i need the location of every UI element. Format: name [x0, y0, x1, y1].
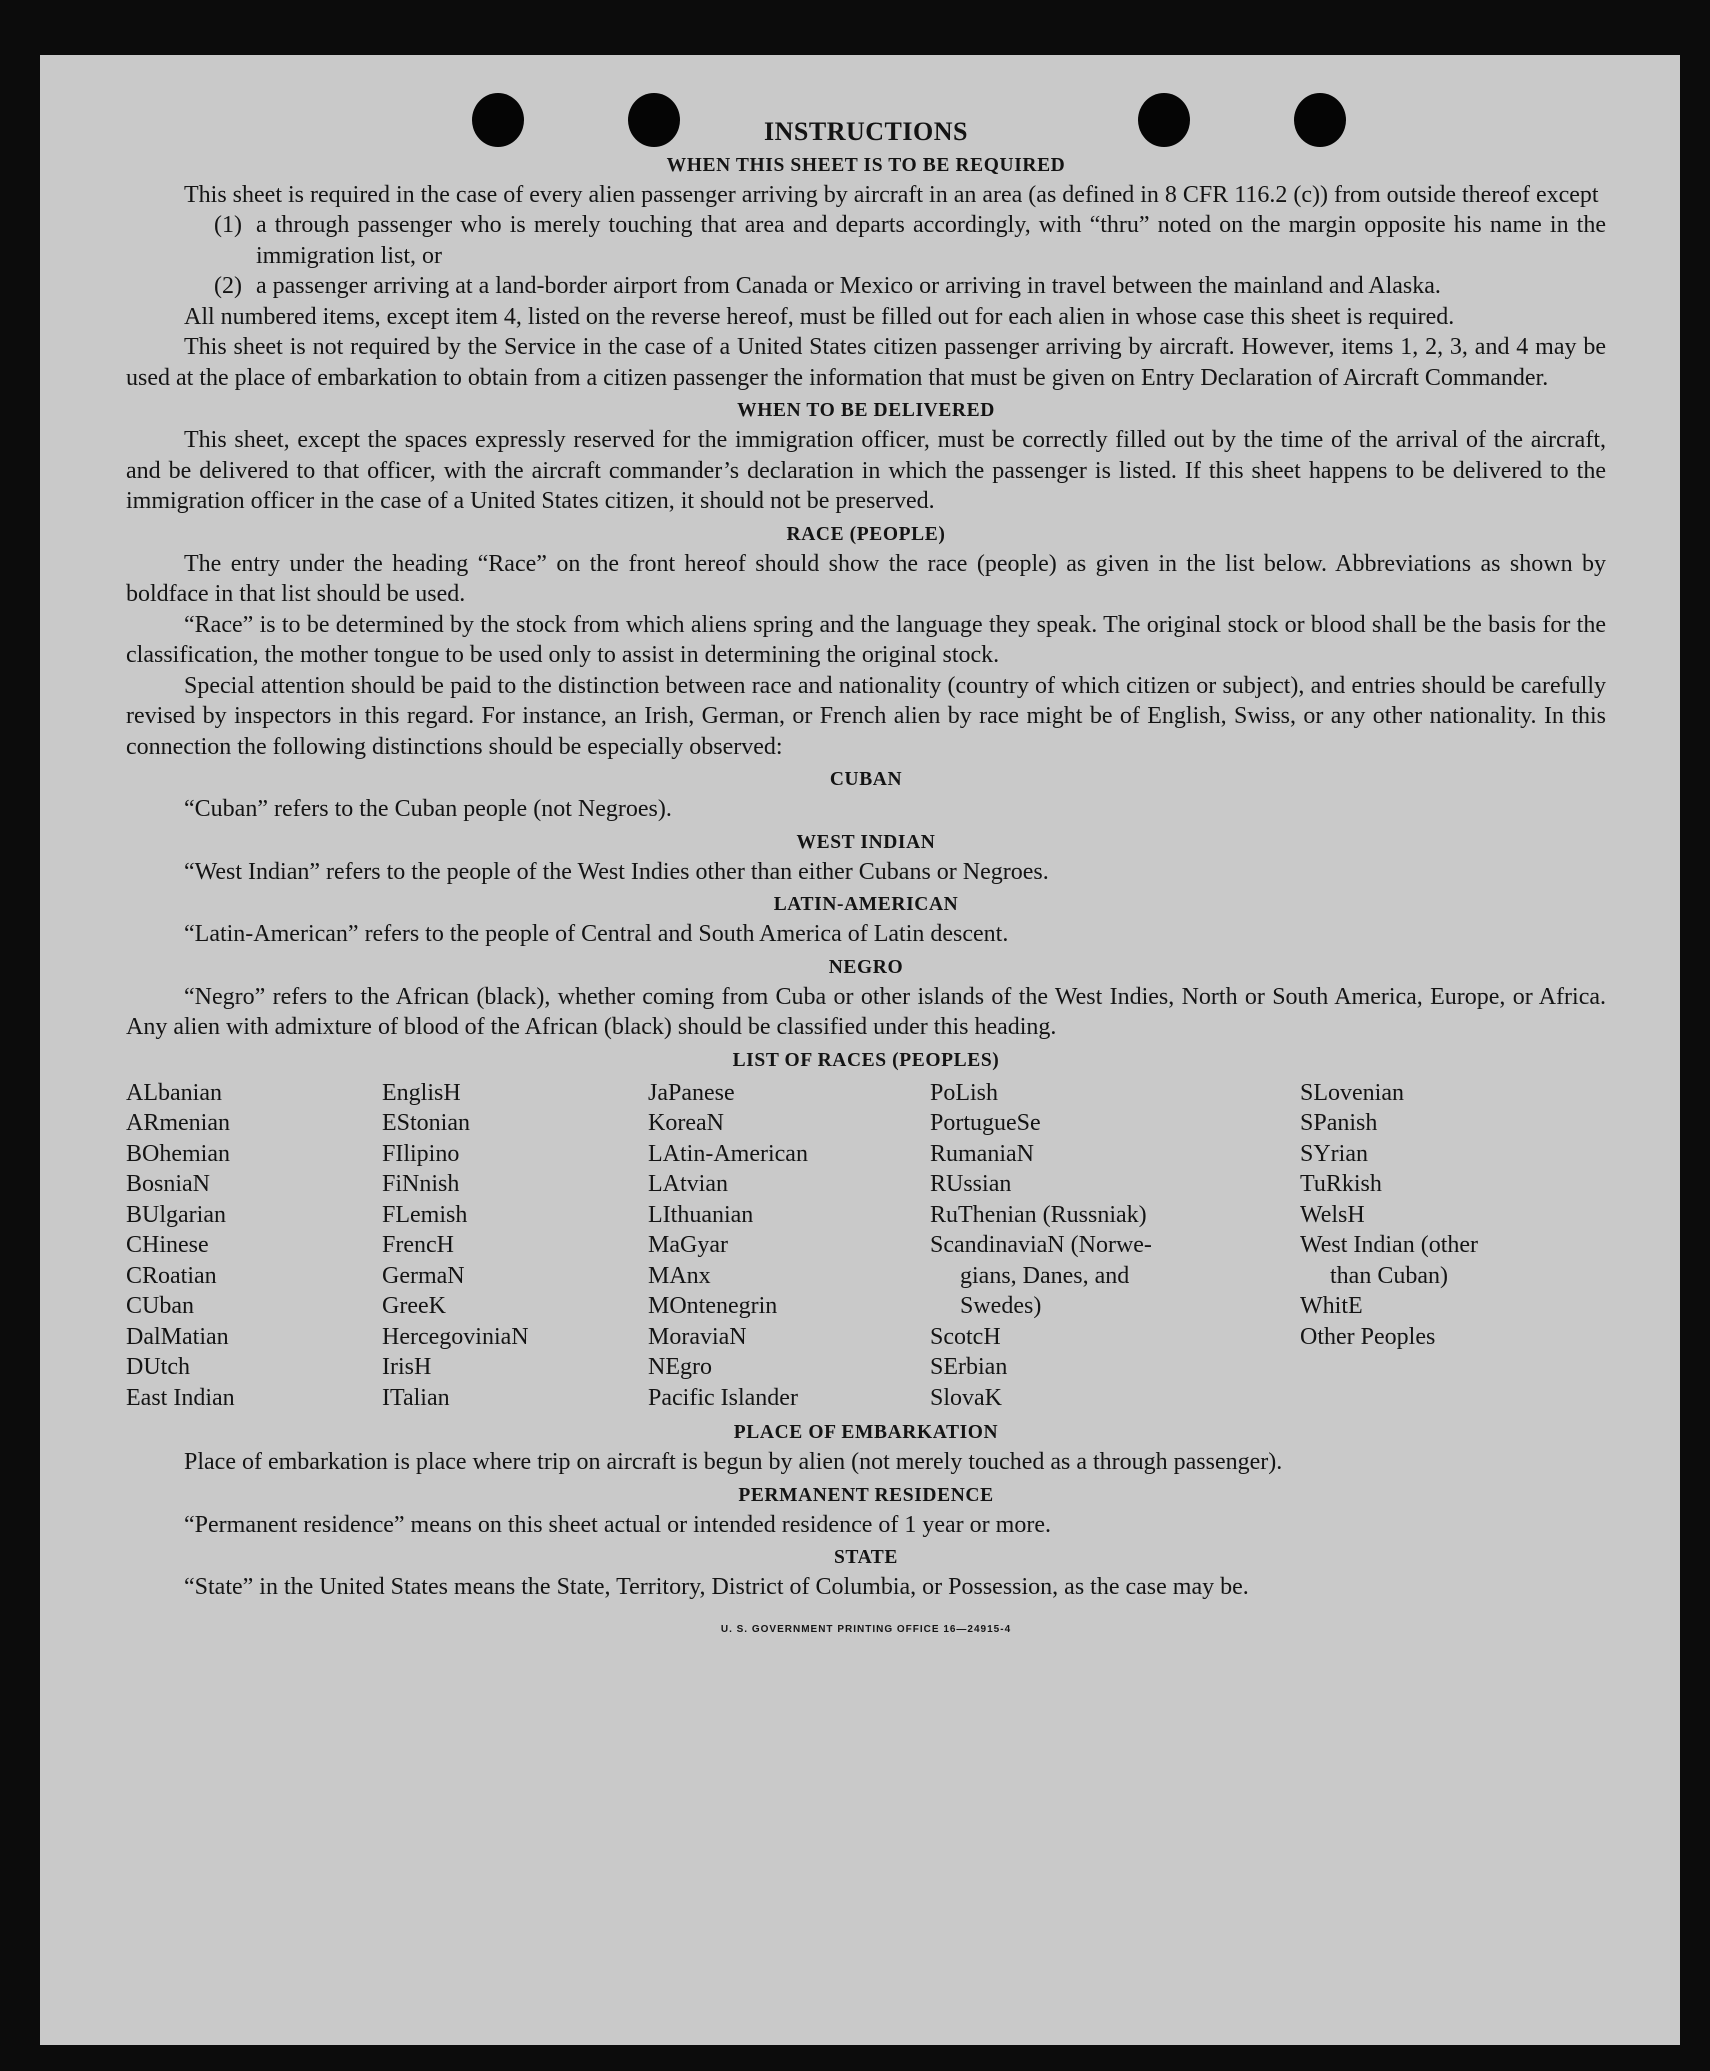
paragraph-cuban: “Cuban” refers to the Cuban people (not Negroes).	[184, 796, 672, 822]
paragraph-race-3: Special attention should be paid to the distinction between race and nationality (country of which citizen or subject), and entries should be carefully revised by inspectors in this regard. For instance, an Irish, German, or French alien by race might be of English, Swiss, or any other nationality. In this connection the following distinctions should be especially observed:	[126, 672, 1606, 760]
race-entry: BUlgarian	[126, 1201, 226, 1228]
race-entry: TuRkish	[1300, 1171, 1382, 1197]
paragraph-delivered: This sheet, except the spaces expressly reserved for the immigration officer, must be correctly filled out by the time of the arrival of the aircraft, and be delivered to that officer, with the aircraft commander’s declaration in which the passenger is listed. If this sheet happens to be delivered to the immigration officer in the case of a United States citizen, it should not be preserved.	[126, 427, 1606, 514]
heading-embarkation: PLACE OF EMBARKATION	[733, 1422, 999, 1443]
paragraph-latin-american: “Latin-American” refers to the people of Central and South America of Latin descent.	[184, 921, 1009, 947]
race-entry-continued: gians, Danes, and	[960, 1262, 1130, 1289]
race-entry: East Indian	[126, 1384, 235, 1411]
race-entry: RumaniaN	[930, 1140, 1034, 1167]
race-entry: LAtin-American	[648, 1140, 808, 1167]
race-entry: WelsH	[1300, 1201, 1365, 1228]
paragraph-required-intro: This sheet is required in the case of every alien passenger arriving by aircraft in an area (as defined in 8 CFR 116.2 (c)) from outside thereof except	[184, 181, 1599, 208]
paragraph-required-2: All numbered items, except item 4, listed on the reverse hereof, must be filled out for each alien in whose case this sheet is required.	[184, 303, 1455, 330]
race-entry: NEgro	[648, 1354, 712, 1380]
race-entry: EStonian	[382, 1110, 470, 1136]
paragraph-west-indian: “West Indian” refers to the people of the West Indies other than either Cubans or Negroes.	[184, 858, 1049, 885]
race-entry-continued: Swedes)	[960, 1293, 1042, 1319]
race-entry: CRoatian	[126, 1262, 217, 1289]
race-entry: West Indian (other	[1300, 1232, 1479, 1258]
heading-permanent-residence: PERMANENT RESIDENCE	[738, 1484, 994, 1506]
race-entry-continued: than Cuban)	[1330, 1262, 1448, 1289]
race-column-4	[930, 1078, 1300, 1414]
heading-west-indian: WEST INDIAN	[796, 831, 936, 853]
item-text: a passenger arriving at a land-border airport from Canada or Mexico or arriving in travel between the mainland and Alaska.	[256, 273, 1441, 299]
item-number: (2)	[214, 273, 242, 299]
instructions-content	[126, 117, 1606, 1645]
item-number: (1)	[214, 212, 242, 238]
heading-list-of-races: LIST OF RACES (PEOPLES)	[732, 1049, 1000, 1071]
race-entry: FIlipino	[382, 1140, 460, 1167]
heading-latin-american: LATIN-AMERICAN	[773, 894, 959, 915]
list-item-1	[126, 210, 1606, 271]
paragraph-embarkation: Place of embarkation is place where trip on aircraft is begun by alien (not merely touched as a through passenger).	[184, 1449, 1283, 1475]
race-entry: DalMatian	[126, 1323, 229, 1350]
heading-negro: NEGRO	[828, 956, 904, 978]
race-entry: EnglisH	[382, 1079, 461, 1106]
heading-required: WHEN THIS SHEET IS TO BE REQUIRED	[666, 154, 1066, 176]
race-entry: PoLish	[930, 1079, 999, 1106]
race-entry: ITalian	[382, 1384, 450, 1411]
race-entry: FiNnish	[382, 1171, 460, 1197]
race-entry: SYrian	[1300, 1140, 1368, 1167]
page-title: INSTRUCTIONS	[764, 117, 968, 146]
race-entry: IrisH	[382, 1354, 432, 1380]
heading-state: STATE	[833, 1547, 899, 1568]
heading-race: RACE (PEOPLE)	[786, 523, 946, 545]
race-list	[126, 1078, 1606, 1414]
paragraph-required-3: This sheet is not required by the Service in the case of a United States citizen passenger arriving by aircraft. However, items 1, 2, 3, and 4 may be used at the place of embarkation to obtain from a citizen passenger the information that must be given on Entry Declaration of Aircraft Commander.	[126, 334, 1606, 391]
race-entry: RUssian	[930, 1171, 1012, 1197]
race-entry: FrencH	[382, 1232, 454, 1258]
race-entry: ALbanian	[126, 1079, 222, 1106]
list-item-2	[126, 271, 1606, 302]
race-entry: CHinese	[126, 1232, 209, 1258]
race-entry: MOntenegrin	[648, 1293, 778, 1319]
paragraph-negro: “Negro” refers to the African (black), whether coming from Cuba or other islands of the West Indies, North or South America, Europe, or Africa. Any alien with admixture of blood of the African (black) should be classified under this heading.	[126, 983, 1606, 1040]
race-entry: LAtvian	[648, 1171, 728, 1197]
heading-delivered: WHEN TO BE DELIVERED	[737, 400, 995, 421]
paragraph-permanent-residence: “Permanent residence” means on this sheet actual or intended residence of 1 year or more.	[184, 1511, 1051, 1538]
race-entry: LIthuanian	[648, 1201, 754, 1228]
race-entry: MoraviaN	[648, 1323, 747, 1350]
paragraph-race-1: The entry under the heading “Race” on the front hereof should show the race (people) as given in the list below. Abbreviations as shown by boldface in that list should be used.	[126, 550, 1606, 607]
paragraph-state: “State” in the United States means the State, Territory, District of Columbia, or Possession, as the case may be.	[184, 1574, 1249, 1600]
race-entry: SlovaK	[930, 1384, 1002, 1411]
race-column-1	[126, 1078, 382, 1414]
printing-office-footer: U. S. GOVERNMENT PRINTING OFFICE 16—24915-4	[720, 1623, 1012, 1635]
paragraph-race-2: “Race” is to be determined by the stock from which aliens spring and the language they speak. The original stock or blood shall be the basis for the classification, the mother tongue to be used only to assist in determining the original stock.	[126, 611, 1606, 668]
race-entry: GermaN	[382, 1262, 465, 1289]
race-entry: BosniaN	[126, 1171, 210, 1197]
race-entry: SPanish	[1300, 1110, 1378, 1136]
document-sheet	[40, 55, 1680, 2045]
race-entry: FLemish	[382, 1201, 468, 1228]
race-entry: RuThenian (Russniak)	[930, 1201, 1147, 1228]
race-entry: PortugueSe	[930, 1110, 1041, 1136]
race-entry: KoreaN	[648, 1110, 724, 1136]
item-text: a through passenger who is merely touching that area and departs accordingly, with “thru” noted on the margin opposite his name in the immigration list, or	[256, 212, 1606, 269]
race-entry: Pacific Islander	[648, 1384, 798, 1411]
race-entry: Other Peoples	[1300, 1323, 1436, 1350]
race-entry: WhitE	[1300, 1293, 1363, 1319]
race-entry: CUban	[126, 1293, 194, 1319]
race-entry: ScandinaviaN (Norwe-	[930, 1232, 1152, 1258]
race-entry: DUtch	[126, 1354, 190, 1380]
race-entry: SLovenian	[1300, 1079, 1404, 1106]
race-column-3	[648, 1078, 930, 1414]
race-entry: MAnx	[648, 1262, 711, 1289]
race-column-5	[1300, 1078, 1600, 1414]
race-entry: GreeK	[382, 1293, 446, 1319]
race-entry: BOhemian	[126, 1140, 230, 1167]
race-entry: ARmenian	[126, 1110, 230, 1136]
race-entry: JaPanese	[648, 1079, 735, 1106]
race-entry: SErbian	[930, 1354, 1008, 1380]
race-entry: MaGyar	[648, 1232, 728, 1258]
heading-cuban: CUBAN	[829, 769, 903, 790]
race-entry: ScotcH	[930, 1323, 1001, 1350]
race-column-2	[382, 1078, 648, 1414]
race-entry: HercegoviniaN	[382, 1323, 529, 1350]
